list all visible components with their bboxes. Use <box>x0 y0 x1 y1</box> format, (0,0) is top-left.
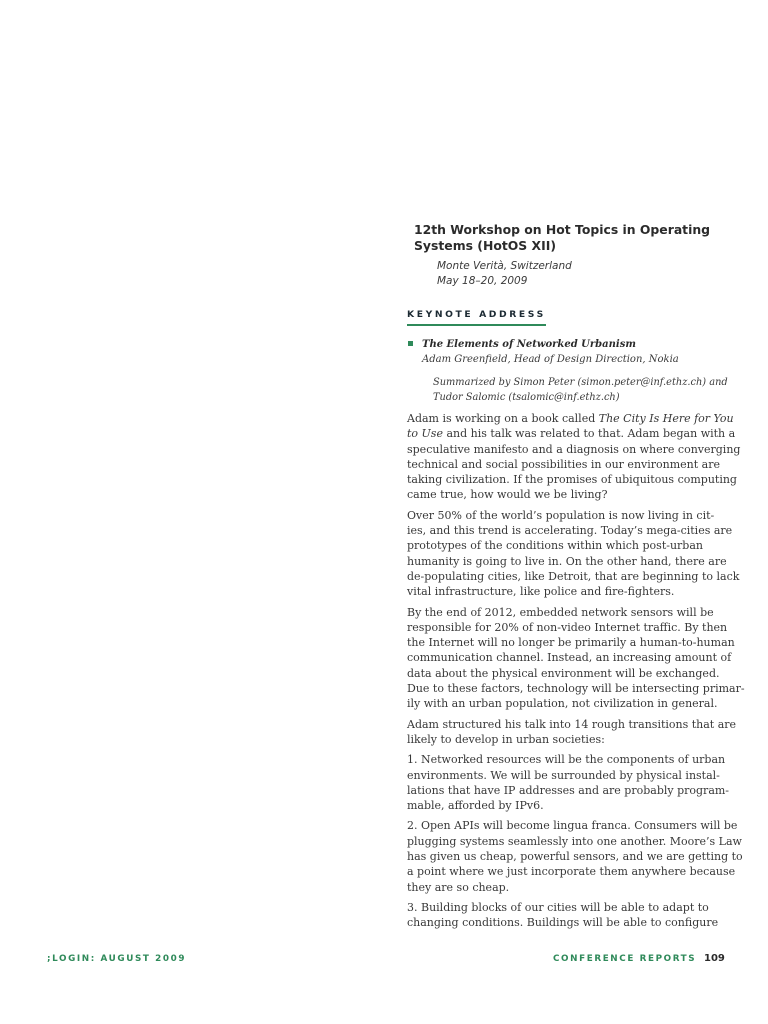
workshop-title-line-2: Systems (HotOS XII) <box>414 238 556 253</box>
paragraph-5 <box>407 752 730 813</box>
talk-speaker: Adam Greenfield, Head of Design Direction, Nokia <box>422 354 679 365</box>
text-line: ily with an urban population, not civilization in general. <box>407 697 718 711</box>
workshop-title-line-1: 12th Workshop on Hot Topics in Operating <box>414 222 711 237</box>
article-body <box>407 411 745 931</box>
paragraph-4 <box>407 717 737 748</box>
text-line: came true, how would we be living? <box>407 488 608 502</box>
text-line: Due to these factors, technology will be intersecting primar- <box>407 682 745 696</box>
text-line: responsible for 20% of non-video Internet traffic. By then <box>407 620 728 634</box>
workshop-dates: May 18–20, 2009 <box>437 274 528 287</box>
text-line: they are so cheap. <box>407 880 510 894</box>
workshop-venue <box>437 259 720 288</box>
text-line: humanity is going to live in. On the other hand, there are <box>407 554 727 568</box>
text-line: environments. We will be surrounded by physical instal- <box>407 768 720 782</box>
square-bullet-icon <box>408 341 413 346</box>
text-line: the Internet will no longer be primarily a human-to-human <box>407 636 735 650</box>
page-number: 109 <box>704 953 725 964</box>
paragraph-7 <box>407 900 720 931</box>
paragraph-3 <box>407 605 745 712</box>
talk-entry <box>407 337 720 367</box>
text-line: vital infrastructure, like police and fire-fighters. <box>407 585 675 599</box>
summary-credit <box>433 375 728 405</box>
article-column <box>407 222 745 936</box>
text-line: technical and social possibilities in our environment are <box>407 457 720 471</box>
text-line: communication channel. Instead, an increasing amount of <box>407 651 732 665</box>
text-line: mable, afforded by IPv6. <box>407 799 544 813</box>
text-line: ies, and this trend is accelerating. Today’s mega-cities are <box>407 524 733 538</box>
text-line <box>407 411 734 426</box>
text-line: data about the physical environment will be exchanged. <box>407 666 720 680</box>
text-run: and his talk was related to that. Adam began with a <box>442 427 736 441</box>
summary-line-1: Summarized by Simon Peter (simon.peter@inf.ethz.ch) and <box>433 377 728 388</box>
section-heading-keynote: KEYNOTE ADDRESS <box>407 309 546 326</box>
text-line: Adam structured his talk into 14 rough transitions that are <box>407 717 737 731</box>
text-line: changing conditions. Buildings will be able to configure <box>407 916 719 930</box>
text-run: Adam is working on a book called <box>407 412 599 425</box>
paragraph-6 <box>407 818 743 894</box>
text-line: lations that have IP addresses and are probably program- <box>407 783 730 797</box>
book-title-part-1: The City Is Here for You <box>598 412 734 425</box>
text-line: taking civilization. If the promises of ubiquitous computing <box>407 473 737 487</box>
text-line: prototypes of the conditions within which post-urban <box>407 539 703 553</box>
text-line: likely to develop in urban societies: <box>407 732 605 746</box>
text-line: 3. Building blocks of our cities will be able to adapt to <box>407 900 709 914</box>
summary-line-2: Tudor Salomic (tsalomic@inf.ethz.ch) <box>433 392 620 403</box>
text-line: plugging systems seamlessly into one another. Moore’s Law <box>407 834 742 848</box>
text-line: 1. Networked resources will be the components of urban <box>407 753 726 767</box>
workshop-location: Monte Verità, Switzerland <box>437 260 572 272</box>
text-line <box>407 426 736 441</box>
text-line: de-populating cities, like Detroit, that are beginning to lack <box>407 569 740 583</box>
text-line: has given us cheap, powerful sensors, and we are getting to <box>407 850 743 864</box>
text-line: speculative manifesto and a diagnosis on where converging <box>407 442 741 456</box>
book-title-part-2: to Use <box>407 427 443 441</box>
talk-title: The Elements of Networked Urbanism <box>422 339 636 350</box>
paragraph-2 <box>407 508 740 600</box>
text-line: 2. Open APIs will become lingua franca. Consumers will be <box>407 819 738 833</box>
workshop-title <box>414 222 720 254</box>
text-line: By the end of 2012, embedded network sensors will be <box>407 605 714 619</box>
text-line: a point where we just incorporate them anywhere because <box>407 865 736 879</box>
footer-section: CONFERENCE REPORTS <box>553 954 697 964</box>
text-line: Over 50% of the world’s population is now living in cit- <box>407 508 715 522</box>
paragraph-1 <box>407 411 741 503</box>
footer-publication: ;LOGIN: AUGUST 2009 <box>47 954 187 964</box>
